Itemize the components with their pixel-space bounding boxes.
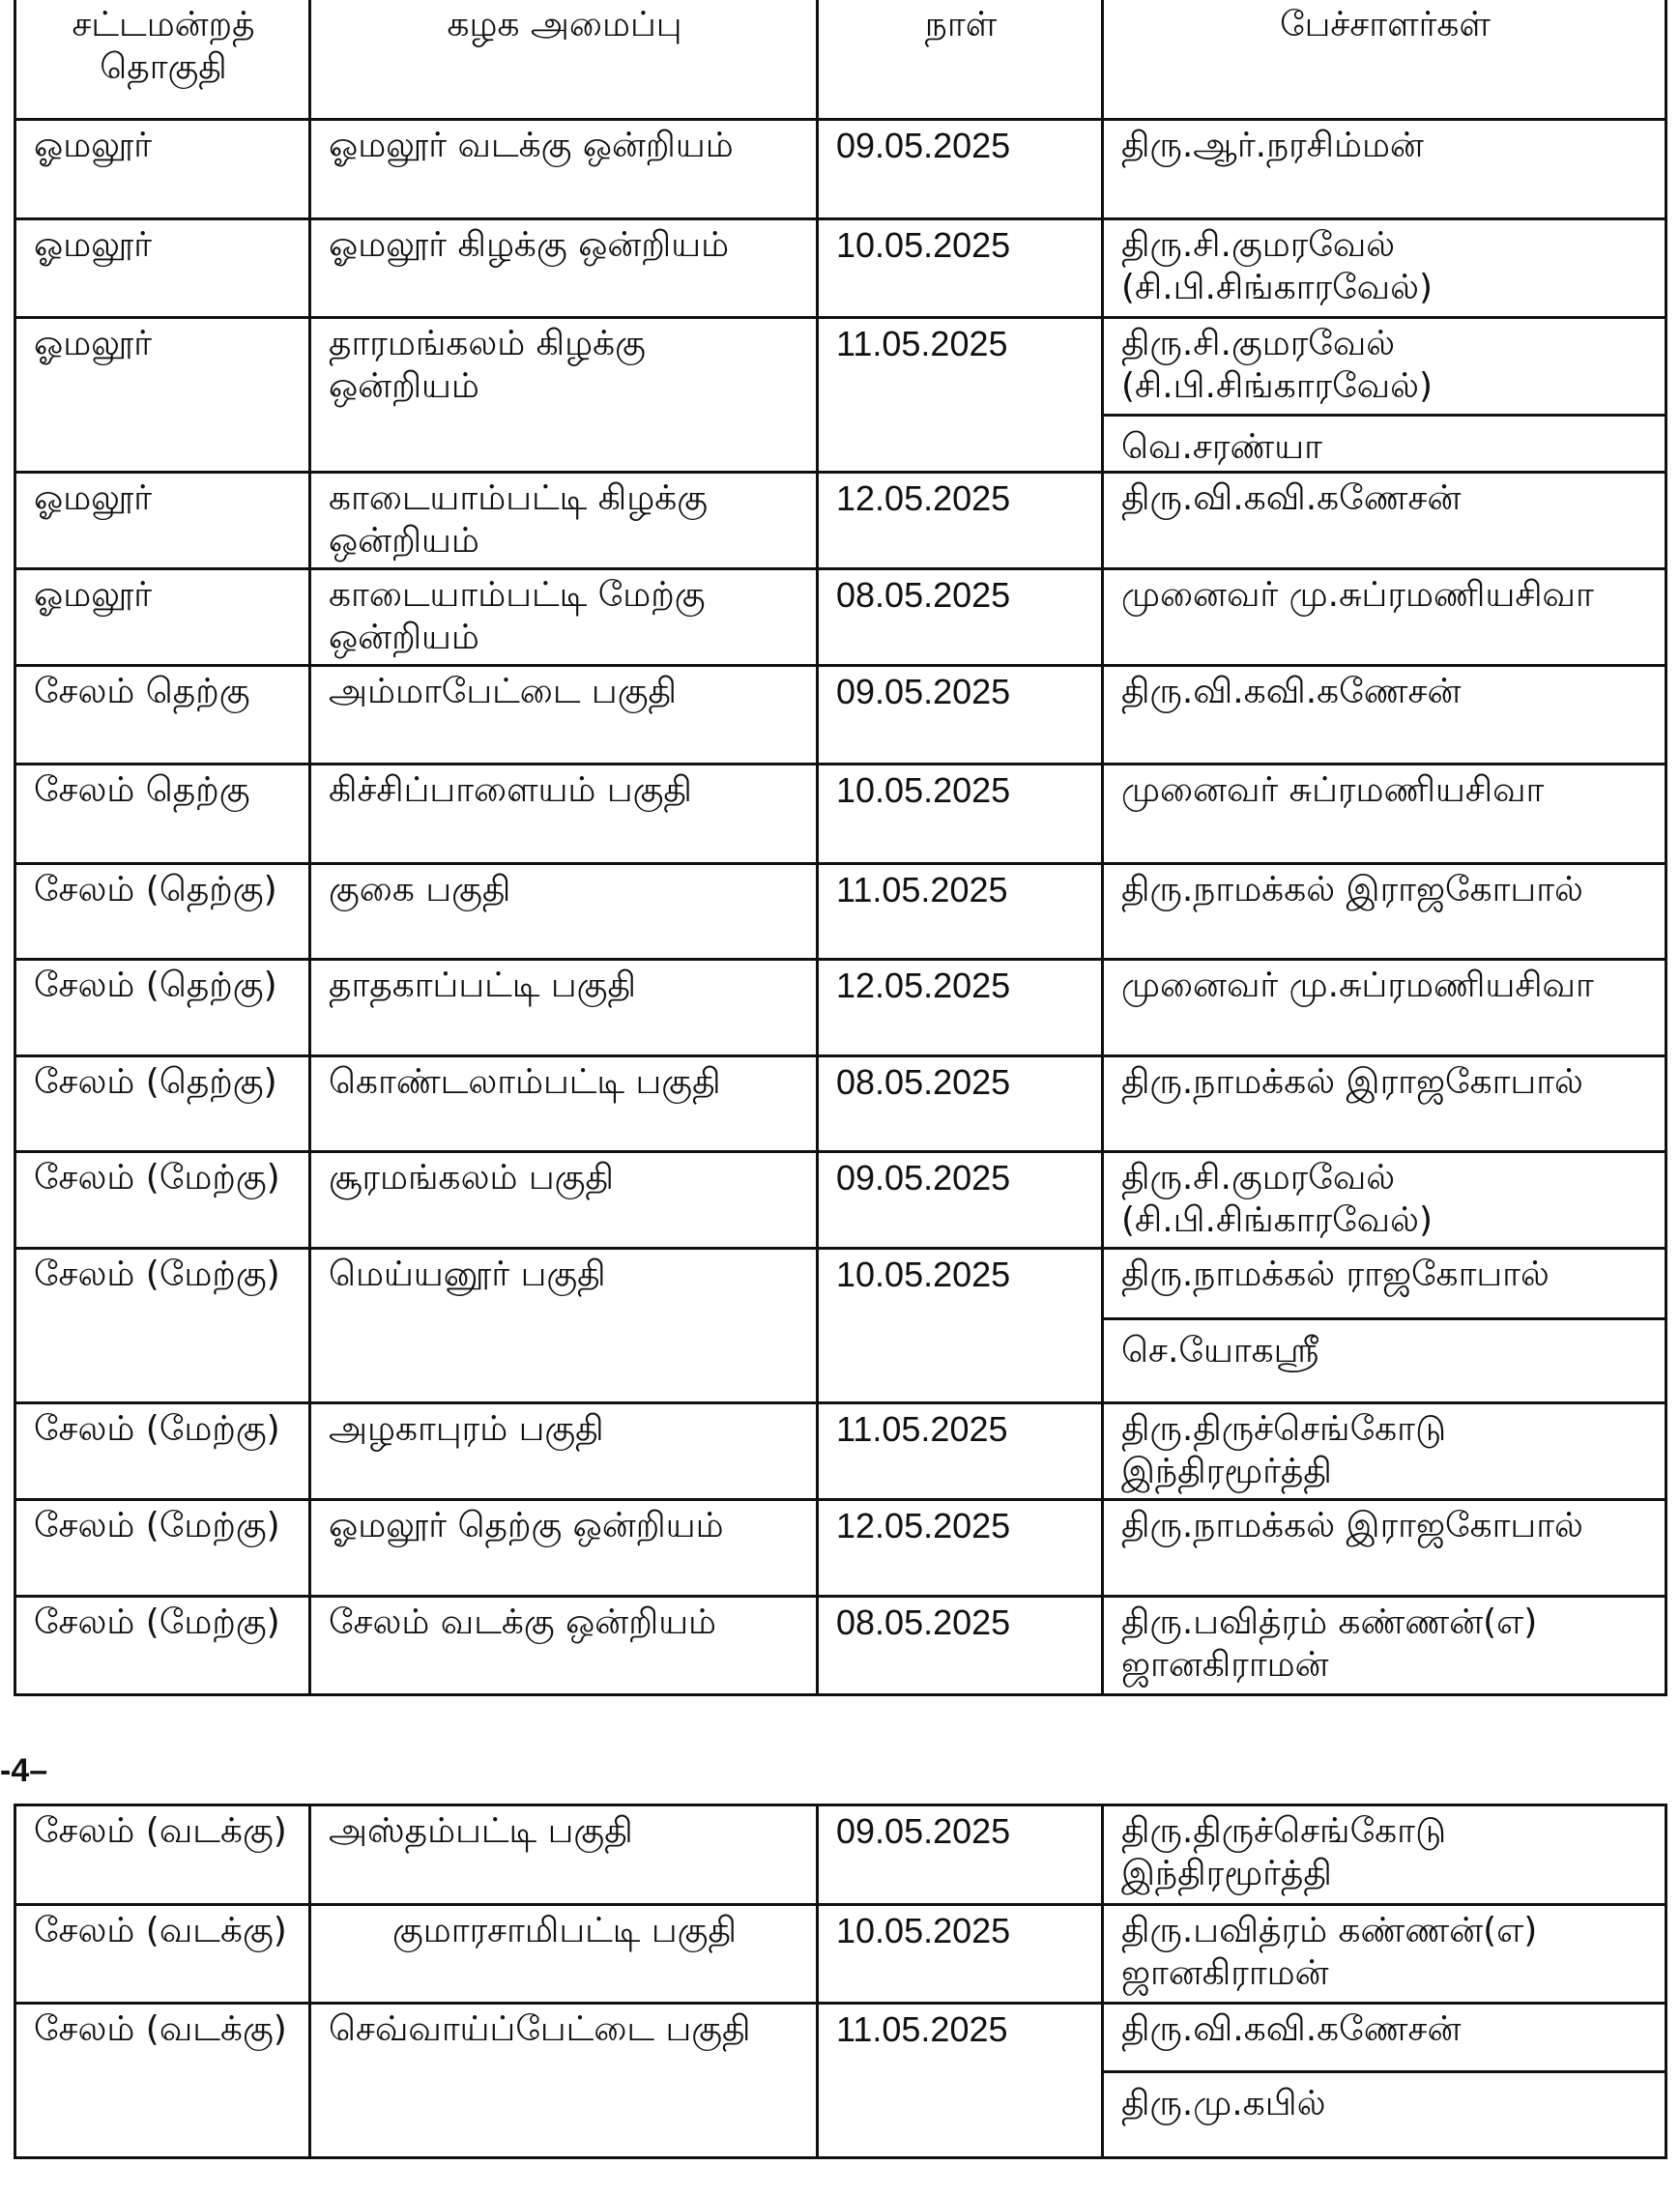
cell-speaker: திரு.நாமக்கல் ராஜகோபால்	[1104, 1254, 1665, 1320]
cell-speaker: திரு.வி.கவி.கணேசன்	[1103, 666, 1666, 765]
table-row	[15, 473, 1666, 569]
cell-date: 09.05.2025	[818, 120, 1103, 219]
cell-date: 10.05.2025	[818, 1249, 1103, 1403]
cell-speaker: திரு.வி.கவி.கணேசன்	[1104, 2008, 1665, 2073]
cell-constituency: ஓமலூர்	[15, 473, 310, 569]
cell-speaker: திரு.நாமக்கல் இராஜகோபால்	[1103, 1500, 1666, 1597]
cell-speaker: முனைவர் சுப்ரமணியசிவா	[1103, 765, 1666, 864]
cell-speaker: திரு.சி.குமரவேல் (சி.பி.சிங்காரவேல்)	[1104, 323, 1665, 417]
cell-speaker: திரு.சி.குமரவேல் (சி.பி.சிங்காரவேல்)	[1103, 219, 1666, 318]
table-row	[15, 1249, 1666, 1403]
table-row	[15, 765, 1666, 864]
cell-constituency: சேலம் (வடக்கு)	[15, 1905, 310, 2004]
table-row	[15, 318, 1666, 473]
cell-unit: கொண்டலாம்பட்டி பகுதி	[310, 1056, 818, 1152]
cell-speaker: செ.யோகஸ்ரீ	[1121, 1331, 1319, 1371]
header-unit: கழக அமைப்பு	[310, 0, 818, 120]
cell-unit: காடையாம்பட்டி மேற்கு ஒன்றியம்	[310, 569, 818, 666]
cell-unit: குமாரசாமிபட்டி பகுதி	[310, 1905, 818, 2004]
cell-constituency: சேலம் (வடக்கு)	[15, 2004, 310, 2158]
cell-constituency: சேலம் தெற்கு	[15, 765, 310, 864]
cell-constituency: சேலம் (தெற்கு)	[15, 960, 310, 1056]
cell-date: 11.05.2025	[818, 864, 1103, 960]
cell-unit: அம்மாபேட்டை பகுதி	[310, 666, 818, 765]
table-row	[15, 960, 1666, 1056]
cell-constituency: ஓமலூர்	[15, 318, 310, 473]
cell-speakers	[1103, 2004, 1666, 2158]
cell-unit: கிச்சிப்பாளையம் பகுதி	[310, 765, 818, 864]
cell-date: 12.05.2025	[818, 473, 1103, 569]
cell-constituency: ஓமலூர்	[15, 569, 310, 666]
cell-speaker: திரு.வி.கவி.கணேசன்	[1103, 473, 1666, 569]
cell-unit: சேலம் வடக்கு ஒன்றியம்	[310, 1597, 818, 1695]
table-row	[15, 1905, 1666, 2004]
cell-speaker: முனைவர் மு.சுப்ரமணியசிவா	[1103, 569, 1666, 666]
table-row	[15, 569, 1666, 666]
cell-unit: அஸ்தம்பட்டி பகுதி	[310, 1805, 818, 1905]
cell-speaker: திரு.நாமக்கல் இராஜகோபால்	[1103, 1056, 1666, 1152]
cell-speakers	[1103, 1249, 1666, 1403]
table-row	[15, 1403, 1666, 1500]
cell-speaker: திரு.பவித்ரம் கண்ணன்(எ) ஜானகிராமன்	[1103, 1597, 1666, 1695]
table-row	[15, 864, 1666, 960]
table-row	[15, 219, 1666, 318]
cell-date: 11.05.2025	[818, 2004, 1103, 2158]
table-row	[15, 1805, 1666, 1905]
table-row	[15, 1152, 1666, 1249]
cell-speaker: திரு.நாமக்கல் இராஜகோபால்	[1103, 864, 1666, 960]
table-row	[15, 1597, 1666, 1695]
table-row	[15, 2004, 1666, 2158]
cell-unit: ஓமலூர் கிழக்கு ஒன்றியம்	[310, 219, 818, 318]
cell-unit: தாதகாப்பட்டி பகுதி	[310, 960, 818, 1056]
cell-date: 12.05.2025	[818, 1500, 1103, 1597]
cell-constituency: சேலம் (மேற்கு)	[15, 1152, 310, 1249]
header-date: நாள்	[818, 0, 1103, 120]
table-header-row	[15, 0, 1666, 120]
cell-date: 09.05.2025	[818, 1805, 1103, 1905]
cell-date: 12.05.2025	[818, 960, 1103, 1056]
cell-constituency: சேலம் (வடக்கு)	[15, 1805, 310, 1905]
cell-speaker: திரு.மு.கபில்	[1121, 2084, 1326, 2123]
table-row	[15, 666, 1666, 765]
cell-unit: அழகாபுரம் பகுதி	[310, 1403, 818, 1500]
cell-speaker: முனைவர் மு.சுப்ரமணியசிவா	[1103, 960, 1666, 1056]
schedule-table-continued	[14, 1804, 1667, 2159]
cell-unit: சூரமங்கலம் பகுதி	[310, 1152, 818, 1249]
cell-constituency: ஓமலூர்	[15, 219, 310, 318]
cell-constituency: சேலம் தெற்கு	[15, 666, 310, 765]
cell-date: 10.05.2025	[818, 219, 1103, 318]
cell-speaker: திரு.சி.குமரவேல் (சி.பி.சிங்காரவேல்)	[1103, 1152, 1666, 1249]
cell-date: 09.05.2025	[818, 1152, 1103, 1249]
table-row	[15, 120, 1666, 219]
cell-speaker: திரு.திருச்செங்கோடு இந்திரமூர்த்தி	[1103, 1805, 1666, 1905]
cell-constituency: சேலம் (மேற்கு)	[15, 1500, 310, 1597]
cell-date: 11.05.2025	[818, 1403, 1103, 1500]
cell-constituency: சேலம் (தெற்கு)	[15, 1056, 310, 1152]
cell-speaker: திரு.பவித்ரம் கண்ணன்(எ) ஜானகிராமன்	[1103, 1905, 1666, 2004]
cell-unit: காடையாம்பட்டி கிழக்கு ஒன்றியம்	[310, 473, 818, 569]
cell-unit: மெய்யனூர் பகுதி	[310, 1249, 818, 1403]
cell-date: 10.05.2025	[818, 765, 1103, 864]
cell-date: 08.05.2025	[818, 1056, 1103, 1152]
cell-speaker: திரு.ஆர்.நரசிம்மன்	[1103, 120, 1666, 219]
cell-unit: ஓமலூர் வடக்கு ஒன்றியம்	[310, 120, 818, 219]
table-row	[15, 1500, 1666, 1597]
cell-unit: செவ்வாய்ப்பேட்டை பகுதி	[310, 2004, 818, 2158]
cell-unit: குகை பகுதி	[310, 864, 818, 960]
cell-speakers	[1103, 318, 1666, 473]
schedule-table	[14, 0, 1667, 1696]
page-number-marker: -4–	[0, 1752, 48, 1789]
cell-date: 11.05.2025	[818, 318, 1103, 473]
header-constituency: சட்டமன்றத் தொகுதி	[15, 0, 310, 120]
table-row	[15, 1056, 1666, 1152]
header-speakers: பேச்சாளர்கள்	[1103, 0, 1666, 120]
cell-speaker: வெ.சரண்யா	[1121, 427, 1322, 467]
cell-speaker: திரு.திருச்செங்கோடு இந்திரமூர்த்தி	[1103, 1403, 1666, 1500]
cell-unit: தாரமங்கலம் கிழக்கு ஒன்றியம்	[310, 318, 818, 473]
cell-constituency: சேலம் (மேற்கு)	[15, 1403, 310, 1500]
cell-date: 09.05.2025	[818, 666, 1103, 765]
cell-date: 08.05.2025	[818, 569, 1103, 666]
cell-date: 08.05.2025	[818, 1597, 1103, 1695]
cell-constituency: சேலம் (மேற்கு)	[15, 1249, 310, 1403]
cell-constituency: சேலம் (மேற்கு)	[15, 1597, 310, 1695]
cell-constituency: ஓமலூர்	[15, 120, 310, 219]
cell-unit: ஓமலூர் தெற்கு ஒன்றியம்	[310, 1500, 818, 1597]
cell-date: 10.05.2025	[818, 1905, 1103, 2004]
cell-constituency: சேலம் (தெற்கு)	[15, 864, 310, 960]
